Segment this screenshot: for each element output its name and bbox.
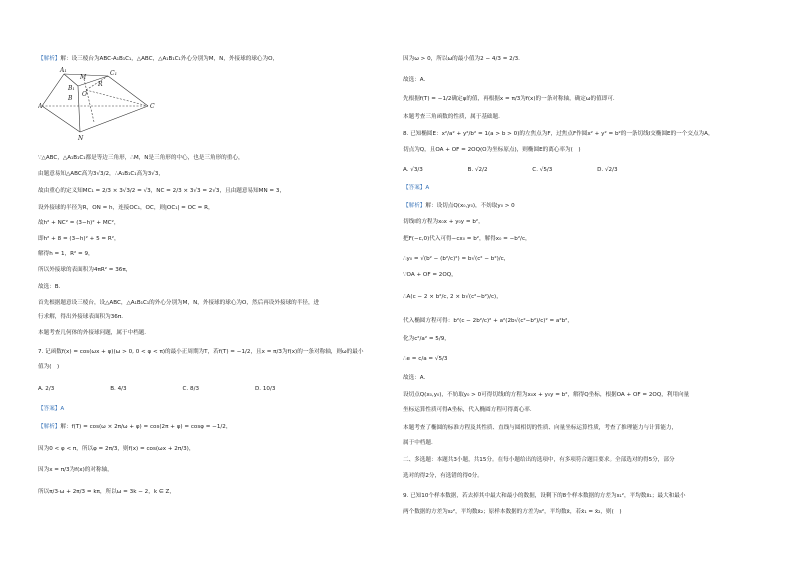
text-line: 故选：A. (403, 77, 426, 83)
text-line: ∵△ABC，△A₁B₁C₁都是等边三角形，∴M，N是三角形的中心，也是三角形的重心， (38, 155, 244, 161)
frustum-figure (38, 62, 158, 142)
text-line: 设切点Q(x₀,y₀)，不妨取y₀ > 0可得切线l的方程为x₀x + y₀y = b²，解得Q坐标，根据OA + OF = 2OQ，利用向量 (403, 392, 690, 398)
text-line: ∵OA + OF = 2OQ， (403, 272, 457, 278)
figure-label: C (150, 103, 155, 110)
text-line: 本题考查几何体的外接球问题，属于中档题. (38, 330, 147, 336)
text-line: 把F(−c,0)代入可得−cx₀ = b²，解得x₀ = −b²/c， (403, 236, 531, 242)
text-line: 【解析】解：设切点Q(x₀,y₀)，不妨取y₀ > 0 (403, 203, 515, 209)
text-line: 切点为Q，且OA + OF = 2OQ(O为坐标原点)，则椭圆E的离心率为( ) (403, 147, 581, 153)
figure-label: B₁ (68, 85, 75, 92)
text-line: ∴y₀ = √(b² − (b²/c)²) = b√(c² − b²)/c， (403, 256, 510, 262)
figure-label: A (38, 103, 43, 110)
figure-label: A₁ (60, 67, 67, 74)
text-line: 8. 已知椭圆E：x²/a² + y²/b² = 1(a > b > 0)的左焦点为F，过焦点F作圆x² + y² = b²的一条切线l交椭圆E的一个交点为A， (403, 131, 714, 137)
text-line: 化为c²/a² = 5/9， (403, 336, 450, 342)
text-line: ∴e = c/a = √5/3 (403, 356, 448, 362)
text-line: 值为( ) (38, 364, 60, 370)
text-line: 即h² + 8 = (3−h)² + 5 = R²， (38, 236, 120, 242)
text-line: 解得h = 1，R² = 9， (38, 251, 94, 257)
text-line: 故h² + NC² = (3−h)² + MC²， (38, 220, 120, 226)
text-line: 两个数据的方差为s₂²，平均数x̄₂；原样本数据的方差为s²，平均数x̄，若x̄₁ = x̄₂，则( ) (403, 509, 622, 515)
text-line: 所以π/3·ω + 2π/3 = kπ，所以ω = 3k − 2，k ∈ Z， (38, 489, 175, 495)
text-line: 本题考查三角函数的性质，属于基础题. (403, 114, 500, 120)
figure-label: B (68, 95, 73, 102)
text-line: 【解析】解：设三棱台为ABC-A₁B₁C₁，△ABC，△A₁B₁C₁外心分别为M，N，外接球的球心为O， (38, 56, 279, 62)
text-line: 因为0 < φ < π，所以φ = 2π/3，则f(x) = cos(ωx + 2π/3)， (38, 446, 195, 452)
text-line: 设外接球的半径为R，ON = h，连接OC₁，OC，则|OC₁| = OC = R， (38, 205, 214, 211)
text-line: 属于中档题. (403, 440, 433, 446)
text-line: A. 2/3 B. 4/3 C. 8/3 D. 10/3 (38, 386, 276, 392)
figure-label: C₁ (110, 70, 117, 77)
text-line: 代入椭圆方程可得：b²(c − 2b²/c)² + a²(2b√(c²−b²)/c)² = a²b²， (403, 318, 573, 324)
text-line: 本题考查了椭圆的标准方程及其性质、直线与圆相切的性质、向量坐标运算性质，考查了推理能力与计算能力， (403, 425, 678, 431)
text-line: 行求解，得出外接球表面积为36π. (38, 314, 123, 320)
text-line: 选对的得2分，有选错的得0分。 (403, 473, 483, 479)
text-line: 因为x = π/3为f(x)的对称轴， (38, 467, 113, 473)
text-line: 【答案】A (38, 406, 65, 412)
text-line: 所以外接球的表面积为4πR² = 36π， (38, 267, 132, 273)
text-line: 7. 记函数f(x) = cos(ωx + φ)(ω > 0, 0 < φ < π)的最小正周期为T，若f(T) = −1/2，且x = π/3为f(x)的一条对称轴，则ω的最小 (38, 349, 364, 355)
text-line: 因为ω > 0，所以ω的最小值为2 − 4/3 = 2/3. (403, 56, 520, 62)
figure-label: R (98, 81, 103, 88)
text-line: 二、多选题：本题共3小题，共15分。在每小题给出的选项中，有多项符合题目要求。全部选对的得5分，部分 (403, 457, 675, 463)
text-line: 故选：A. (403, 375, 426, 381)
text-line: 由题意易知△ABC高为3√3/2，∴A₁B₁C₁高为3√3， (38, 171, 164, 177)
text-line: 先根据f(T) = −1/2确定φ的值，再根据x = π/3为f(x)的一条对称轴，确定ω的值即可. (403, 96, 615, 102)
text-line: ∴A(c − 2 × b²/c, 2 × b√(c²−b²)/c)， (403, 294, 502, 300)
text-line: 【解析】解：f(T) = cos(ω × 2π/ω + φ) = cos(2π + φ) = cosφ = −1/2， (38, 424, 232, 430)
text-line: A. √3/3 B. √2/2 C. √5/3 D. √2/3 (403, 167, 618, 173)
figure-label: O (82, 91, 87, 98)
figure-label: M (80, 74, 87, 81)
text-line: 切线l的方程为x₀x + y₀y = b²， (403, 219, 484, 225)
text-line: 首先根据题意设三棱台，设△ABC，△A₁B₁C₁的外心分别为M，N，外接球的球心为O，然后再设外接球的半径，进 (38, 300, 320, 306)
text-line: 9. 已知10个样本数据，若去掉其中最大和最小的数据，设剩下的8个样本数据的方差为s₁²，平均数x̄₁；最大和最小 (403, 493, 686, 499)
text-line: 故由重心的定义知MC₁ = 2/3 × 3√3/2 = √3，NC = 2/3 × 3√3 = 2√3，且由题意易知MN = 3， (38, 188, 286, 194)
figure-label: N (78, 135, 84, 142)
text-line: 【答案】A (403, 185, 430, 191)
text-line: 故选：B. (38, 284, 61, 290)
text-line: 坐标运算性质可得A坐标，代入椭圆方程可得离心率. (403, 407, 532, 413)
